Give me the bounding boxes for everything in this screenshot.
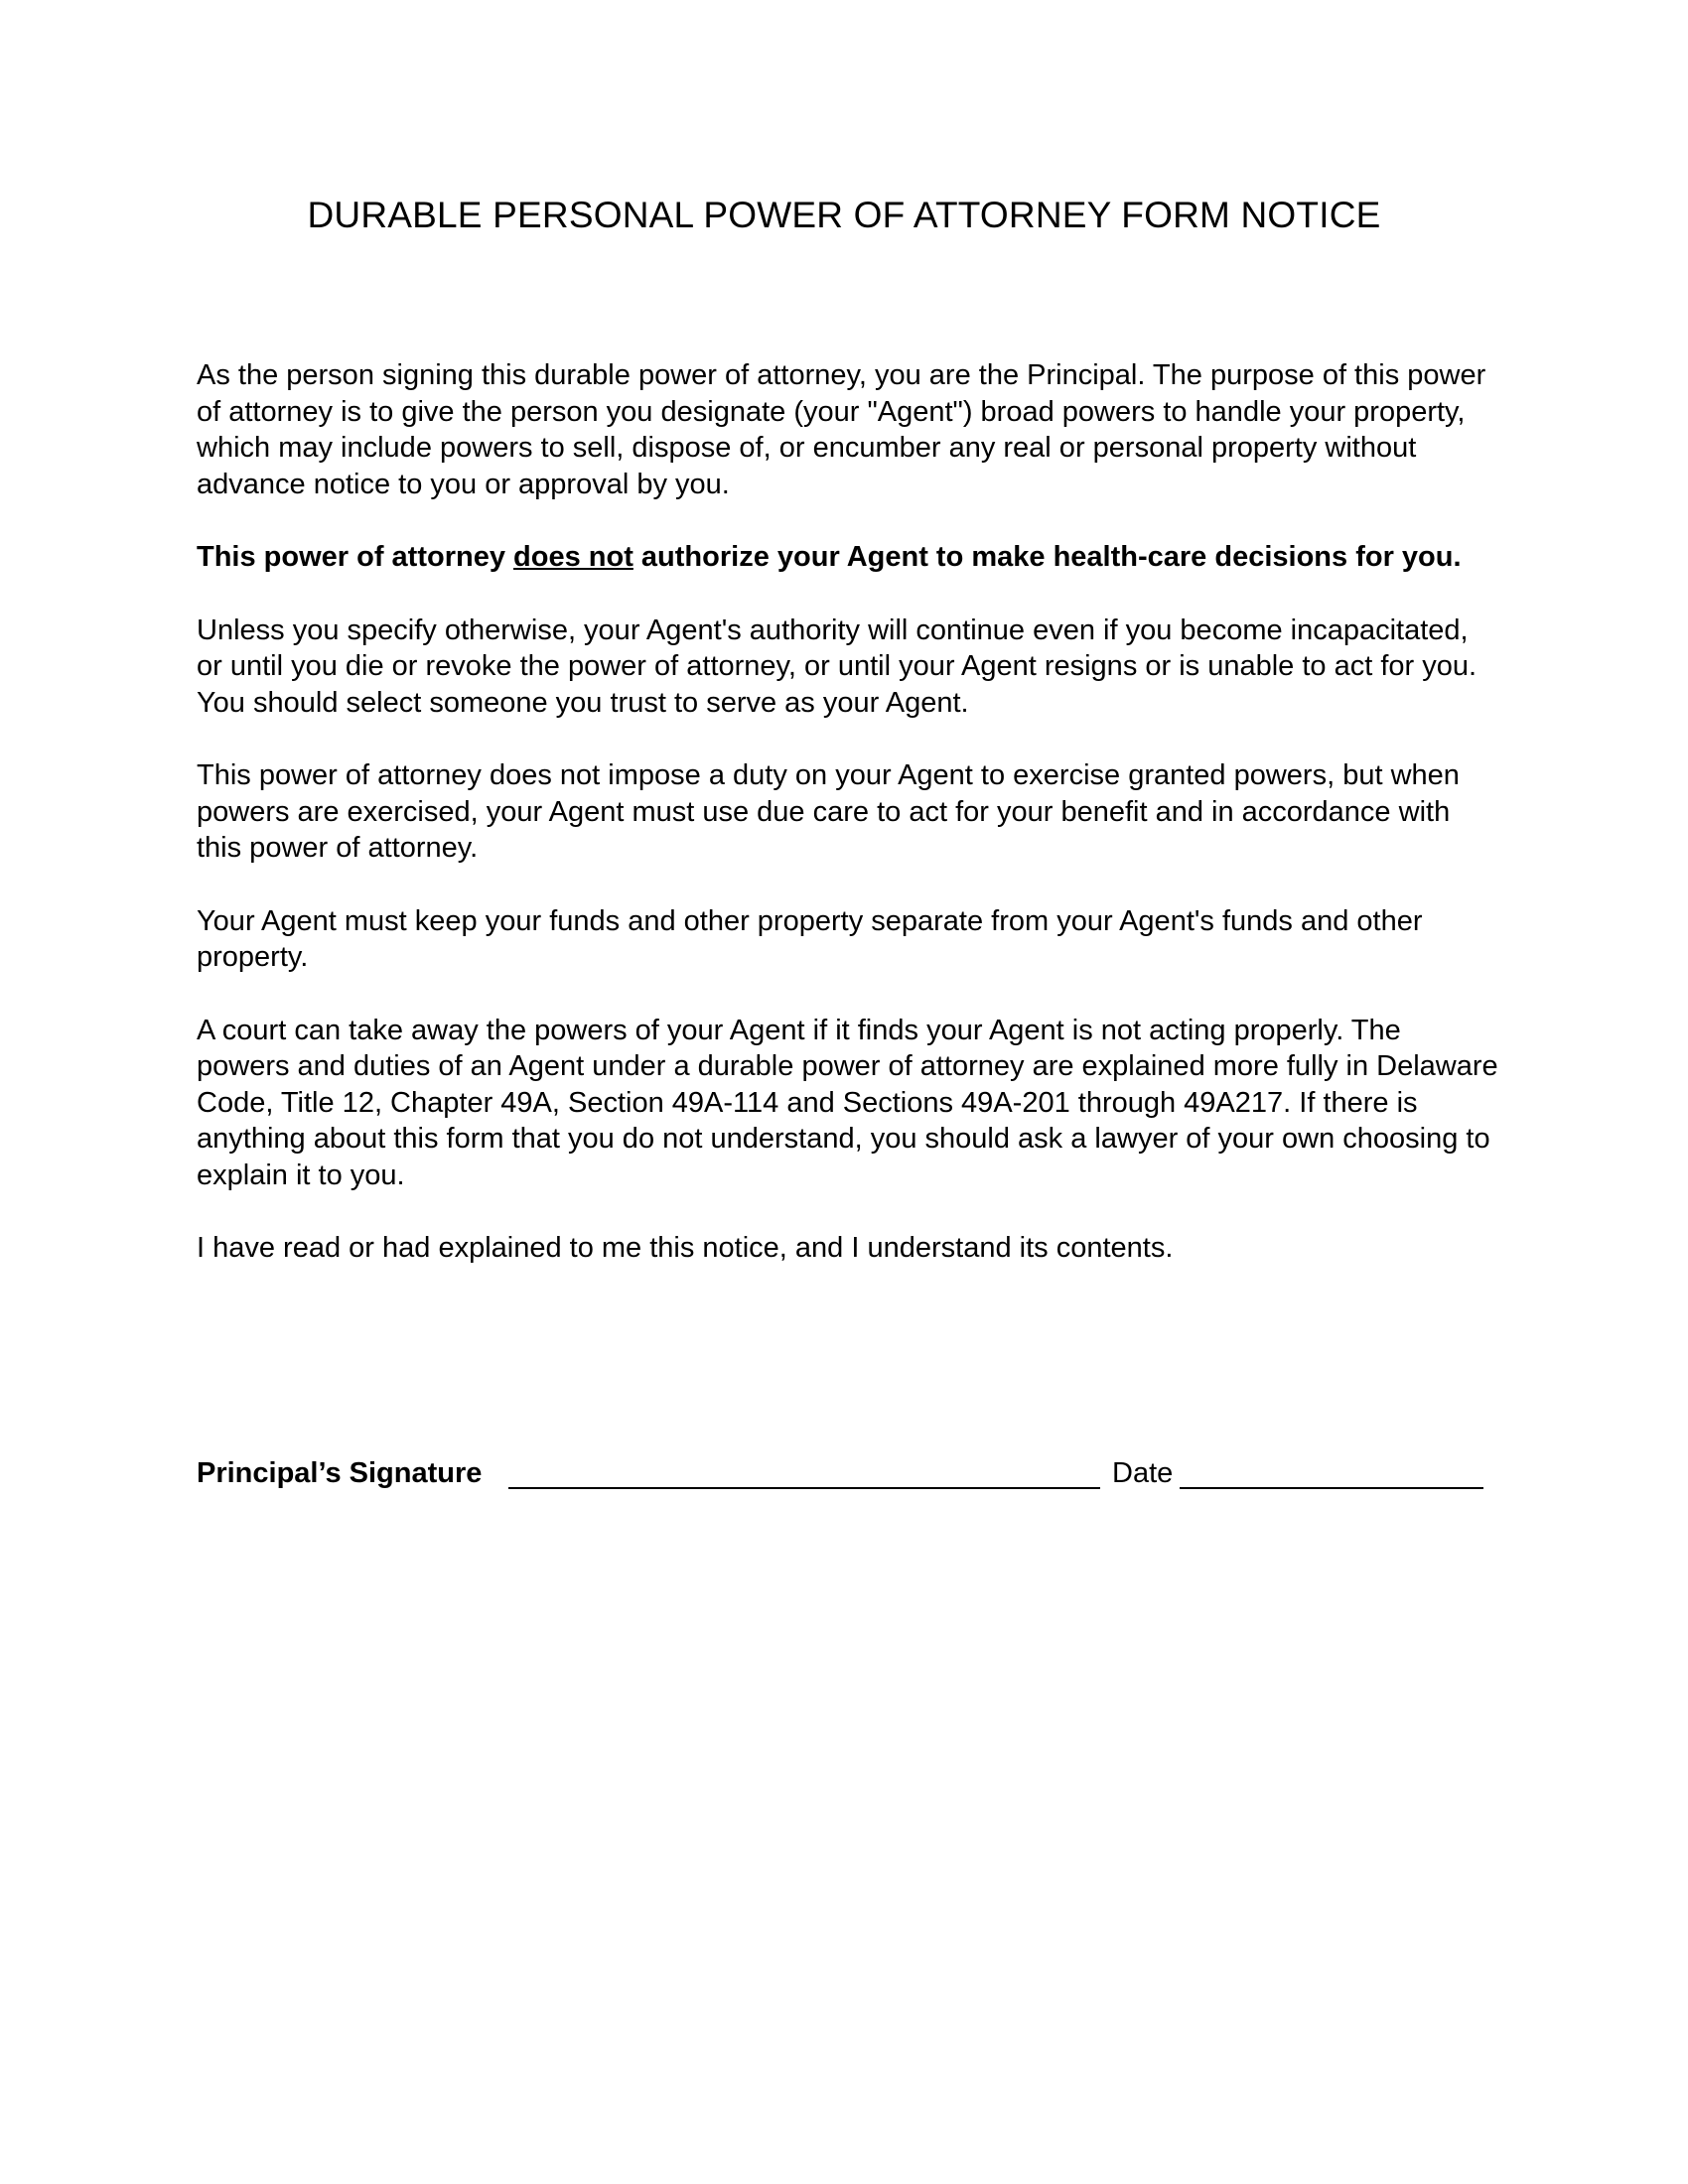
notice-body (197, 357, 1499, 1303)
document-title: DURABLE PERSONAL POWER OF ATTORNEY FORM NOTICE (307, 195, 1381, 235)
paragraph-health-care-warning (197, 539, 1499, 576)
paragraph-court-powers: A court can take away the powers of your Agent if it finds your Agent is not acting properly. The powers and duties of an Agent under a durable power of attorney are explained more fully in Delaware Code, Title 12, Chapter 49A, Section 49A-114 and Sections 49A-201 through 49A217. If there is anything about this form that you do not understand, you should ask a lawyer of your own choosing to explain it to you. (197, 1014, 1498, 1191)
paragraph-authority-duration: Unless you specify otherwise, your Agent's authority will continue even if you become incapacitated, or until you die or revoke the power of attorney, or until your Agent resigns or is unable to act for you. You should select someone you trust to serve as your Agent. (197, 614, 1477, 719)
warning-text-start: This power of attorney (197, 541, 514, 573)
date-label: Date (1112, 1457, 1174, 1489)
principal-signature-line[interactable] (508, 1487, 1100, 1489)
paragraph-separate-property: Your Agent must keep your funds and other property separate from your Agent's funds and other property. (197, 904, 1423, 973)
warning-text-end: authorize your Agent to make health-care decisions for you. (633, 541, 1462, 573)
warning-emphasis: does not (513, 541, 633, 573)
signature-row (197, 1457, 1499, 1497)
paragraph-acknowledgement: I have read or had explained to me this notice, and I understand its contents. (197, 1232, 1174, 1264)
date-line[interactable] (1180, 1487, 1483, 1489)
paragraph-agent-duty: This power of attorney does not impose a duty on your Agent to exercise granted powers, but when powers are exercised, your Agent must use due care to act for your benefit and in accordance with this power of attorney. (197, 759, 1460, 864)
principal-signature-label: Principal’s Signature (197, 1457, 483, 1489)
paragraph-purpose: As the person signing this durable power of attorney, you are the Principal. The purpose of this power of attorney is to give the person you designate (your "Agent") broad powers to handle your property, which may include powers to sell, dispose of, or encumber any real or personal property without advance notice to you or approval by you. (197, 359, 1486, 500)
